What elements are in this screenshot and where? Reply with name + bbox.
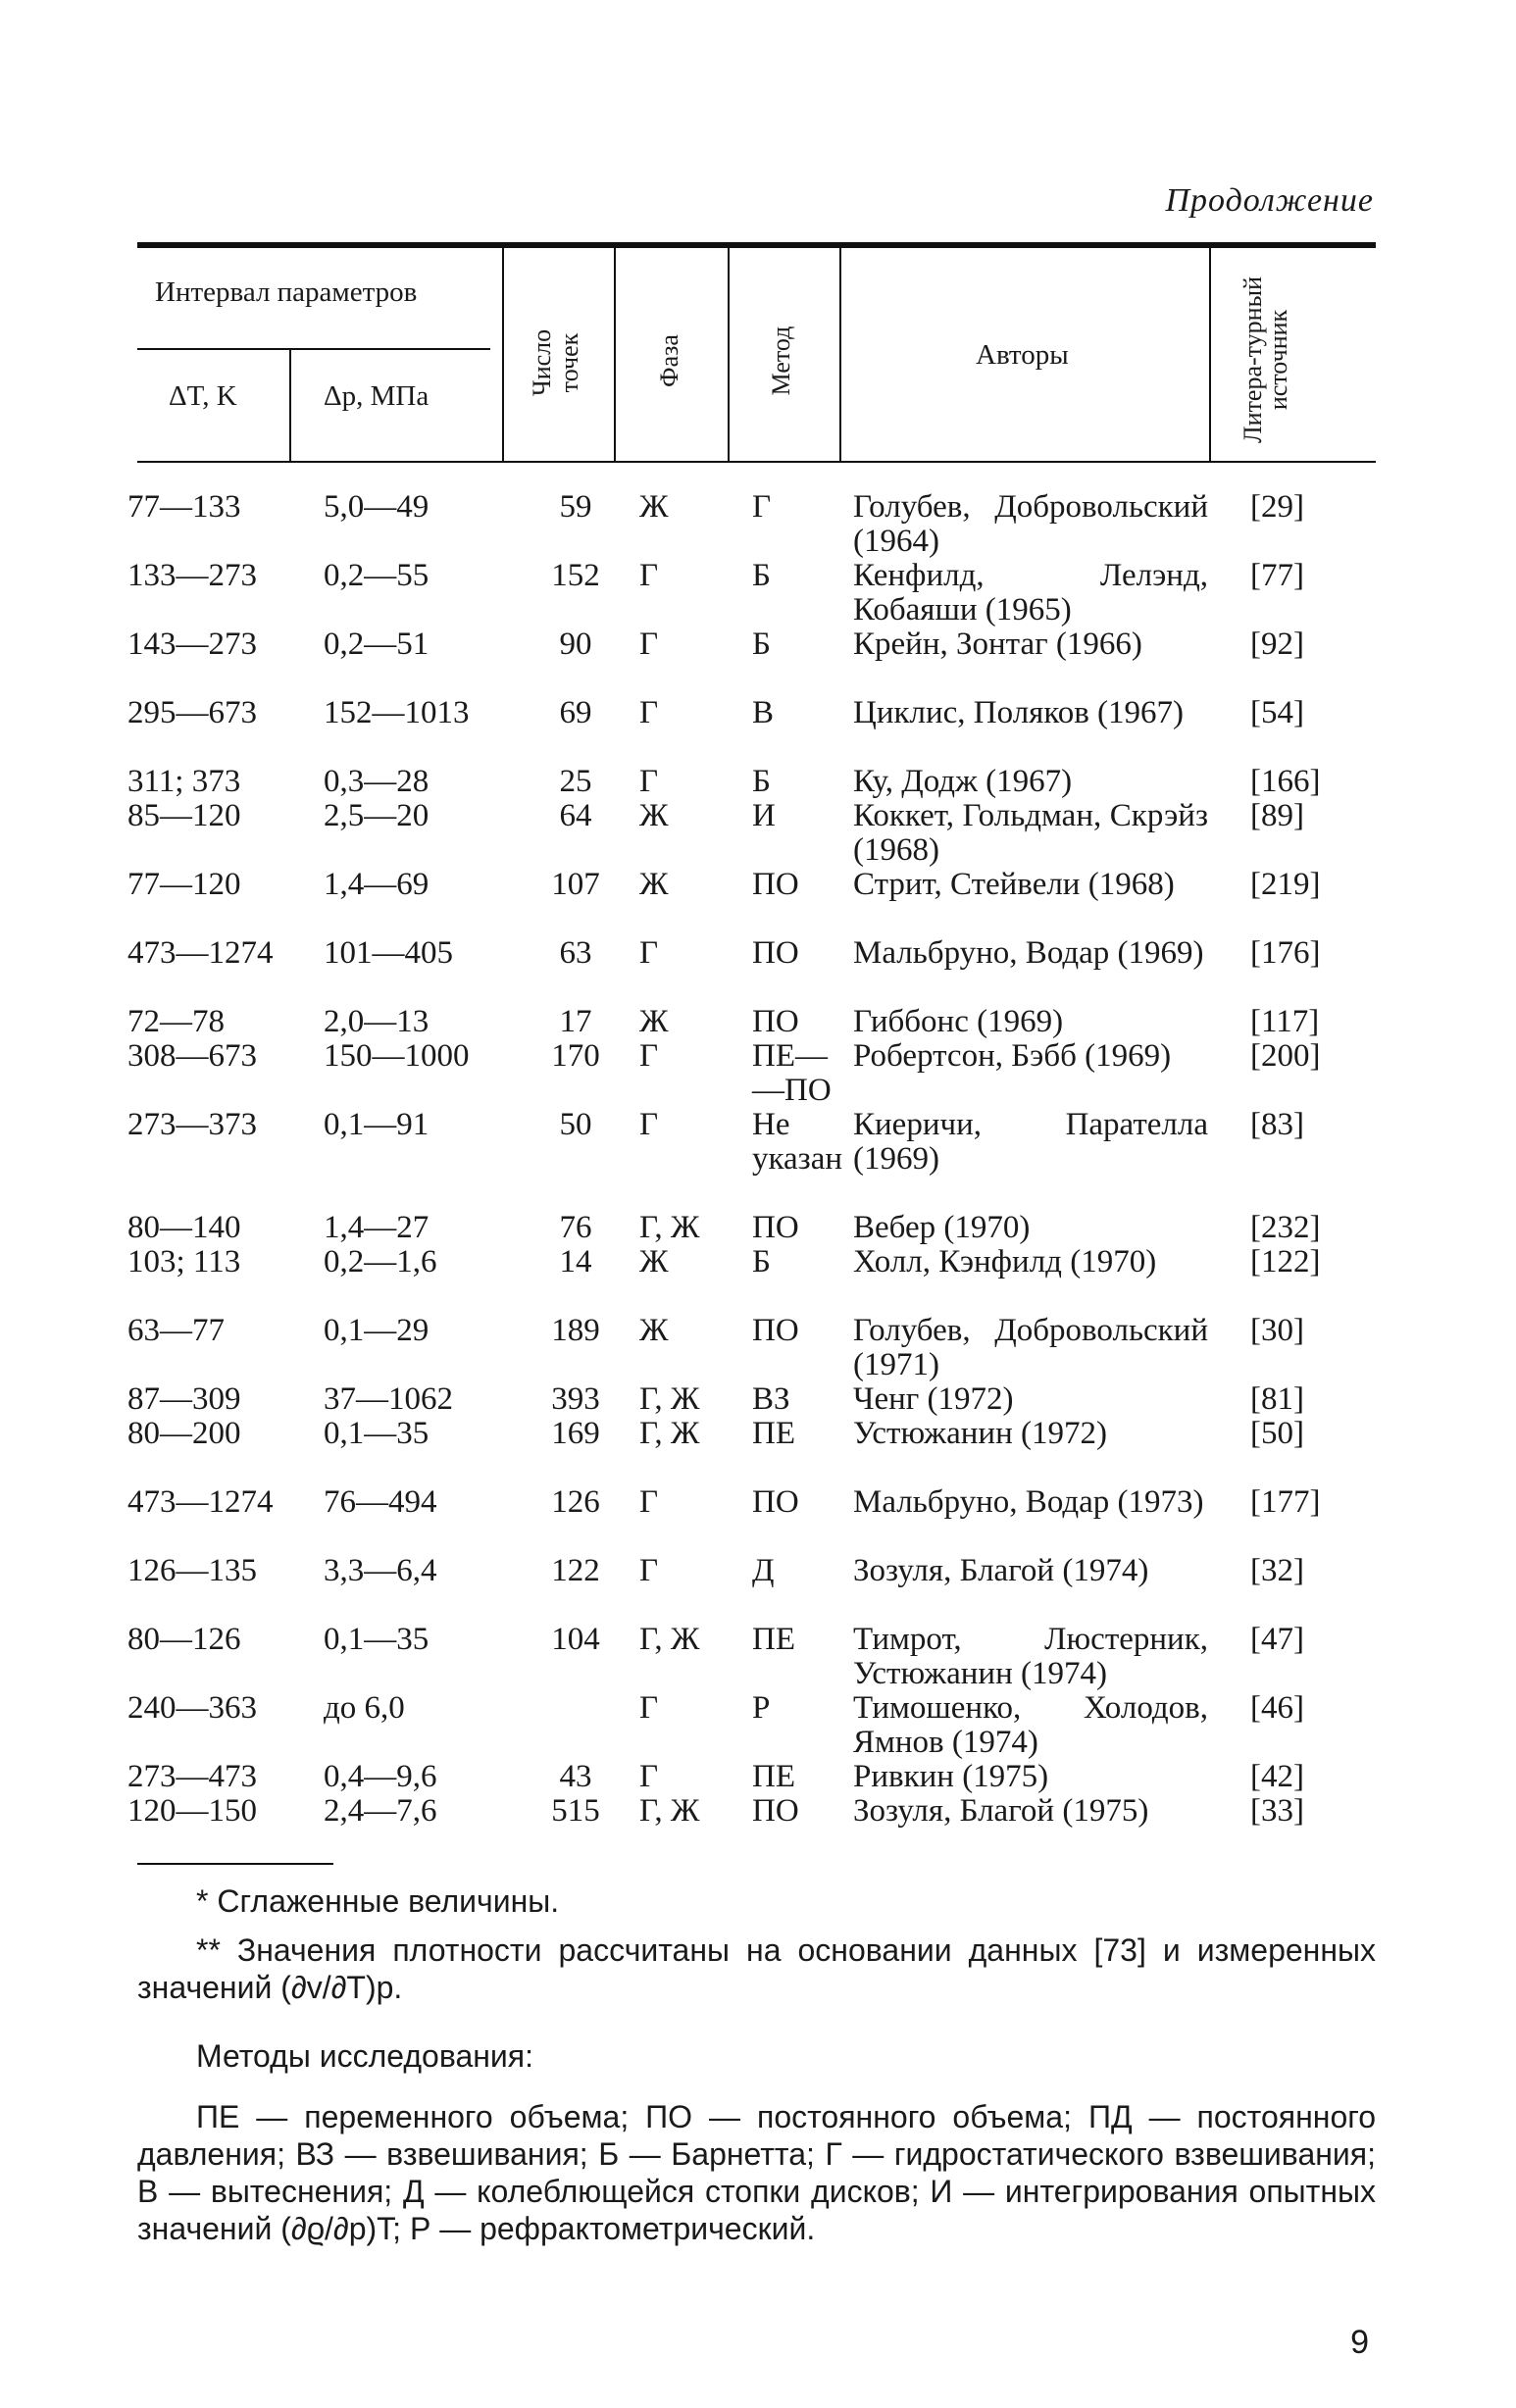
cell-delta-t: 120—150 <box>127 1793 257 1829</box>
cell-delta-t: 63—77 <box>127 1313 225 1348</box>
cell-method: ПО <box>752 1004 799 1039</box>
cell-reference: [42] <box>1250 1759 1304 1794</box>
cell-authors: Кенфилд, Лелэнд, Кобаяши (1965) <box>853 558 1208 627</box>
cell-phase: Г, Ж <box>639 1622 700 1657</box>
cell-method: ПЕ— —ПО <box>752 1038 832 1108</box>
cell-delta-p: 3,3—6,4 <box>324 1553 437 1588</box>
cell-points: 90 <box>559 627 592 662</box>
cell-delta-t: 87—309 <box>127 1381 241 1417</box>
cell-phase: Ж <box>639 867 669 902</box>
cell-delta-t: 126—135 <box>127 1553 257 1588</box>
cell-reference: [50] <box>1250 1416 1304 1451</box>
cell-phase: Г, Ж <box>639 1210 700 1245</box>
cell-delta-p: 2,0—13 <box>324 1004 430 1039</box>
cell-phase: Г <box>639 695 659 730</box>
cell-authors: Вебер (1970) <box>853 1210 1031 1245</box>
footnote-density: ** Значения плотности рассчитаны на основании данных [73] и измеренных значений (∂v/∂T)p. <box>137 1932 1376 2005</box>
cell-points: 169 <box>551 1416 600 1451</box>
cell-authors: Голубев, Добровольский (1971) <box>853 1313 1208 1382</box>
cell-phase: Ж <box>639 489 669 525</box>
cell-delta-p: 76—494 <box>324 1484 437 1520</box>
cell-authors: Голубев, Добровольский (1964) <box>853 489 1208 559</box>
cell-delta-p: 101—405 <box>324 935 453 971</box>
col-divider-1 <box>289 348 291 461</box>
cell-reference: [83] <box>1250 1107 1304 1142</box>
cell-authors: Тимрот, Люстерник, Устюжанин (1974) <box>853 1622 1208 1691</box>
cell-method: ПО <box>752 935 799 971</box>
cell-points: 50 <box>559 1107 592 1142</box>
cell-authors: Мальбруно, Водар (1973) <box>853 1484 1204 1520</box>
cell-method: Д <box>752 1553 775 1588</box>
cell-method: Б <box>752 558 771 593</box>
table-header-bottom-rule <box>137 461 1376 463</box>
col-divider-6 <box>1209 248 1211 461</box>
cell-reference: [92] <box>1250 627 1304 662</box>
cell-delta-t: 473—1274 <box>127 935 274 971</box>
cell-method: В <box>752 695 775 730</box>
cell-reference: [29] <box>1250 489 1304 525</box>
cell-delta-p: 2,4—7,6 <box>324 1793 437 1829</box>
cell-points: 126 <box>551 1484 600 1520</box>
cell-phase: Г <box>639 764 659 799</box>
cell-method: Г <box>752 489 772 525</box>
cell-points: 107 <box>551 867 600 902</box>
methods-legend: ПЕ — переменного объема; ПО — постоянного объема; ПД — постоянного давления; ВЗ — взвешивания; Б — Барнетта; Г — гидростатического взвешивания; В — вытеснения; Д — колеблющейся стопки дисков; И — интегрирования опытных значений (∂ϱ/∂p)T; Р — рефрактометрический. <box>137 2099 1376 2246</box>
cell-method: Р <box>752 1690 771 1726</box>
cell-delta-p: до 6,0 <box>324 1690 405 1726</box>
cell-delta-t: 80—200 <box>127 1416 241 1451</box>
cell-method: ПЕ <box>752 1622 795 1657</box>
cell-reference: [117] <box>1250 1004 1320 1039</box>
cell-phase: Г <box>639 558 659 593</box>
cell-authors: Киеричи, Парателла (1969) <box>853 1107 1208 1177</box>
cell-authors: Робертсон, Бэбб (1969) <box>853 1038 1172 1074</box>
cell-authors: Тимошенко, Холодов, Ямнов (1974) <box>853 1690 1208 1760</box>
cell-delta-p: 0,4—9,6 <box>324 1759 437 1794</box>
cell-delta-t: 77—133 <box>127 489 241 525</box>
cell-delta-p: 0,1—35 <box>324 1416 430 1451</box>
cell-phase: Г, Ж <box>639 1793 700 1829</box>
cell-points: 189 <box>551 1313 600 1348</box>
cell-reference: [46] <box>1250 1690 1304 1726</box>
cell-phase: Г <box>639 1690 659 1726</box>
cell-points: 25 <box>559 764 592 799</box>
cell-phase: Ж <box>639 798 669 833</box>
cell-points: 17 <box>559 1004 592 1039</box>
cell-points: 43 <box>559 1759 592 1794</box>
cell-phase: Г <box>639 1759 659 1794</box>
cell-phase: Г <box>639 627 659 662</box>
cell-points: 69 <box>559 695 592 730</box>
cell-points: 515 <box>551 1793 600 1829</box>
cell-authors: Стрит, Стейвели (1968) <box>853 867 1175 902</box>
cell-phase: Ж <box>639 1313 669 1348</box>
page-number: 9 <box>1350 2324 1369 2361</box>
cell-phase: Г, Ж <box>639 1416 700 1451</box>
header-delta-t: ΔT, K <box>169 380 237 412</box>
cell-reference: [122] <box>1250 1244 1321 1279</box>
methods-title: Методы исследования: <box>196 2038 534 2074</box>
cell-points: 122 <box>551 1553 600 1588</box>
cell-authors: Циклис, Поляков (1967) <box>853 695 1185 730</box>
cell-delta-p: 1,4—69 <box>324 867 430 902</box>
cell-delta-p: 0,1—91 <box>324 1107 430 1142</box>
cell-delta-t: 473—1274 <box>127 1484 274 1520</box>
cell-authors: Зозуля, Благой (1975) <box>853 1793 1149 1829</box>
cell-reference: [200] <box>1250 1038 1321 1074</box>
cell-reference: [32] <box>1250 1553 1304 1588</box>
cell-phase: Г <box>639 1038 659 1074</box>
cell-authors: Крейн, Зонтаг (1966) <box>853 627 1142 662</box>
cell-phase: Г <box>639 935 659 971</box>
cell-reference: [81] <box>1250 1381 1304 1417</box>
cell-delta-t: 77—120 <box>127 867 241 902</box>
header-phase: Фаза <box>655 334 683 387</box>
cell-delta-t: 85—120 <box>127 798 241 833</box>
continuation-label: Продолжение <box>1165 182 1374 219</box>
cell-phase: Ж <box>639 1244 669 1279</box>
cell-delta-p: 2,5—20 <box>324 798 430 833</box>
cell-points: 64 <box>559 798 592 833</box>
cell-authors: Коккет, Гольдман, Скрэйз (1968) <box>853 798 1208 868</box>
cell-method: ПО <box>752 1484 799 1520</box>
cell-delta-t: 311; 373 <box>127 764 241 799</box>
cell-authors: Ченг (1972) <box>853 1381 1014 1417</box>
header-method: Метод <box>767 326 795 396</box>
cell-delta-p: 0,1—29 <box>324 1313 430 1348</box>
cell-method: Не указан <box>752 1107 843 1177</box>
cell-delta-t: 80—140 <box>127 1210 241 1245</box>
footnote-smoothed: * Сглаженные величины. <box>196 1883 560 1919</box>
cell-delta-p: 0,2—55 <box>324 558 430 593</box>
col-divider-4 <box>728 248 730 461</box>
cell-method: ВЗ <box>752 1381 790 1417</box>
col-divider-2 <box>502 248 504 461</box>
cell-method: Б <box>752 764 771 799</box>
cell-method: ПО <box>752 867 799 902</box>
cell-method: ПЕ <box>752 1759 795 1794</box>
cell-authors: Ривкин (1975) <box>853 1759 1049 1794</box>
cell-authors: Мальбруно, Водар (1969) <box>853 935 1204 971</box>
cell-points: 393 <box>551 1381 600 1417</box>
header-points-count: Число точек <box>528 328 583 397</box>
cell-delta-p: 5,0—49 <box>324 489 430 525</box>
cell-points: 152 <box>551 558 600 593</box>
cell-method: ПО <box>752 1313 799 1348</box>
cell-phase: Г <box>639 1553 659 1588</box>
cell-authors: Устюжанин (1972) <box>853 1416 1107 1451</box>
cell-authors: Зозуля, Благой (1974) <box>853 1553 1149 1588</box>
cell-delta-t: 295—673 <box>127 695 257 730</box>
table-top-rule <box>137 242 1376 248</box>
cell-delta-t: 133—273 <box>127 558 257 593</box>
cell-delta-p: 0,1—35 <box>324 1622 430 1657</box>
cell-delta-p: 37—1062 <box>324 1381 453 1417</box>
cell-reference: [54] <box>1250 695 1304 730</box>
cell-method: ПО <box>752 1210 799 1245</box>
cell-delta-p: 1,4—27 <box>324 1210 430 1245</box>
cell-reference: [89] <box>1250 798 1304 833</box>
cell-points: 104 <box>551 1622 600 1657</box>
cell-delta-p: 0,2—1,6 <box>324 1244 437 1279</box>
cell-points: 14 <box>559 1244 592 1279</box>
header-delta-p: Δp, МПа <box>324 380 430 412</box>
cell-delta-p: 152—1013 <box>324 695 470 730</box>
cell-method: ПЕ <box>752 1416 795 1451</box>
table-subheader-rule <box>137 348 490 350</box>
cell-points: 170 <box>551 1038 600 1074</box>
cell-reference: [77] <box>1250 558 1304 593</box>
cell-delta-t: 273—373 <box>127 1107 257 1142</box>
cell-phase: Ж <box>639 1004 669 1039</box>
cell-authors: Гиббонс (1969) <box>853 1004 1064 1039</box>
cell-reference: [30] <box>1250 1313 1304 1348</box>
cell-delta-t: 273—473 <box>127 1759 257 1794</box>
cell-points: 76 <box>559 1210 592 1245</box>
cell-delta-t: 72—78 <box>127 1004 225 1039</box>
cell-reference: [47] <box>1250 1622 1304 1657</box>
cell-method: ПО <box>752 1793 799 1829</box>
cell-reference: [176] <box>1250 935 1321 971</box>
cell-authors: Ку, Додж (1967) <box>853 764 1073 799</box>
cell-method: Б <box>752 627 771 662</box>
footnote-rule <box>137 1863 333 1865</box>
header-authors: Авторы <box>976 339 1069 371</box>
cell-phase: Г <box>639 1107 659 1142</box>
header-literature-source: Литера-турный источник <box>1238 276 1292 443</box>
cell-delta-p: 0,2—51 <box>324 627 430 662</box>
cell-method: Б <box>752 1244 771 1279</box>
cell-phase: Г, Ж <box>639 1381 700 1417</box>
cell-delta-p: 0,3—28 <box>324 764 430 799</box>
cell-delta-t: 80—126 <box>127 1622 241 1657</box>
cell-delta-t: 103; 113 <box>127 1244 241 1279</box>
col-divider-5 <box>839 248 841 461</box>
cell-phase: Г <box>639 1484 659 1520</box>
cell-reference: [177] <box>1250 1484 1321 1520</box>
cell-delta-t: 308—673 <box>127 1038 257 1074</box>
cell-reference: [166] <box>1250 764 1321 799</box>
cell-reference: [232] <box>1250 1210 1321 1245</box>
cell-delta-p: 150—1000 <box>324 1038 470 1074</box>
cell-points: 63 <box>559 935 592 971</box>
cell-delta-t: 240—363 <box>127 1690 257 1726</box>
cell-reference: [33] <box>1250 1793 1304 1829</box>
cell-authors: Холл, Кэнфилд (1970) <box>853 1244 1157 1279</box>
cell-delta-t: 143—273 <box>127 627 257 662</box>
cell-points: 59 <box>559 489 592 525</box>
cell-reference: [219] <box>1250 867 1321 902</box>
header-parameter-interval: Интервал параметров <box>155 276 418 308</box>
cell-method: И <box>752 798 776 833</box>
col-divider-3 <box>614 248 616 461</box>
